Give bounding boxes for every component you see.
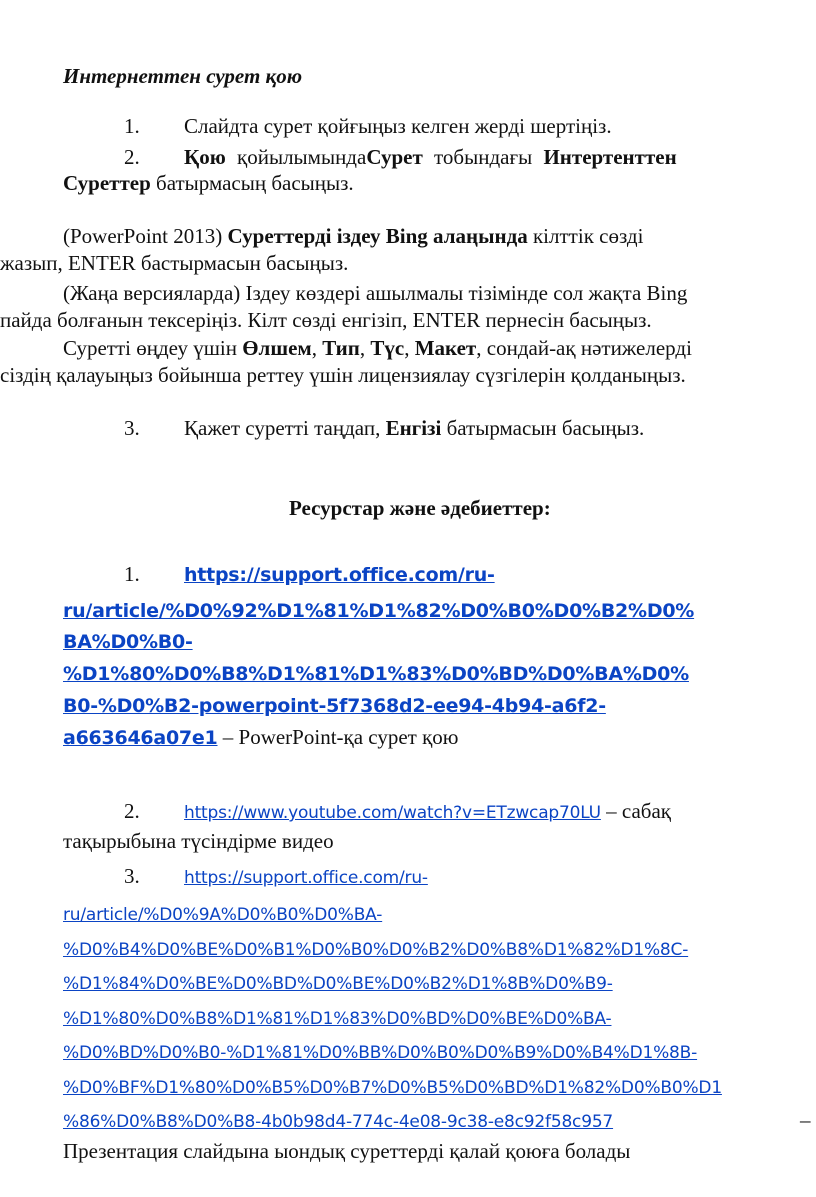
edit-line-2: сіздің қалауыңыз бойынша реттеу үшін лицензиялау сүзгілерін қолданыңыз. [0, 363, 686, 387]
resource-3-link-part-3[interactable]: %D1%84%D0%BE%D0%BD%D0%BE%D0%B2%D1%8B%D0%B9- [63, 974, 613, 994]
resource-1-line-3 [63, 659, 689, 688]
resource-3-link-part-5[interactable]: %D0%BD%D0%B0-%D1%81%D0%BB%D0%B0%D0%B9%D0%B4%D1%8B- [63, 1043, 698, 1063]
resource-3-link-part-0[interactable]: https://support.office.com/ru- [184, 868, 428, 888]
step-2-text-1: қойылымында [231, 145, 367, 169]
resource-3-link-part-2[interactable]: %D0%B4%D0%BE%D0%B1%D0%B0%D0%B2%D0%B8%D1%82%D1%8C- [63, 940, 689, 960]
step-2 [124, 143, 677, 171]
edit-comma-3: , [404, 336, 415, 360]
edit-comma-1: , [311, 336, 323, 360]
resource-2-description: – сабақ [600, 799, 672, 823]
resource-3-link-part-1[interactable]: ru/article/%D0%9A%D0%B0%D0%BA- [63, 905, 383, 925]
edit-bold-maket: Макет [414, 336, 477, 360]
resource-1-link-part-2[interactable]: BA%D0%B0- [63, 631, 193, 653]
resource-2-line-1: тақырыбына түсіндірме видео [63, 829, 334, 853]
step-2-bold-suret: Сурет [366, 145, 423, 169]
resource-1-link-part-4[interactable]: B0-%D0%B2-powerpoint-5f7368d2-ee94-4b94-a6f2- [63, 695, 606, 717]
resource-1-line-2 [63, 627, 193, 656]
resource-1-link-part-0[interactable]: https://support.office.com/ru- [184, 564, 495, 586]
resource-2-line-0 [124, 797, 671, 827]
step-1-text: Слайдта сурет қойғыңыз келген жерді шертіңіз. [184, 114, 612, 138]
resource-1-link-part-3[interactable]: %D1%80%D0%B8%D1%81%D1%83%D0%BD%D0%BA%D0% [63, 663, 689, 685]
resource-1-line-1 [63, 596, 694, 625]
pp2013-text-2: кілттік сөзді [527, 224, 644, 248]
step-2-line-2 [63, 169, 354, 197]
resource-3-link-part-6[interactable]: %D0%BF%D1%80%D0%B5%D0%B7%D0%B5%D0%BD%D1%82%D0%B0%D1 [63, 1078, 722, 1098]
resource-2-number: 2. [124, 799, 140, 823]
resource-3-line-5 [63, 1037, 697, 1067]
resources-heading: Ресурстар және әдебиеттер: [289, 496, 551, 520]
resource-1-link-part-5[interactable]: a663646a07e1 [63, 727, 218, 749]
page-title: Интернеттен сурет қою [63, 64, 303, 88]
resource-3-line-4 [63, 1003, 611, 1033]
edit-bold-olshem: Өлшем [242, 336, 312, 360]
newver-line-1: (Жаңа версияларда) Іздеу көздері ашылмалы тізімінде сол жақта Bing [63, 281, 688, 305]
resource-3-line-3 [63, 968, 613, 998]
step-2-text-3: батырмасың басыңыз. [150, 171, 354, 195]
step-2-text-2: тобындағы [428, 145, 538, 169]
resource-3-line-2 [63, 934, 688, 964]
pp2013-line-1 [63, 222, 643, 250]
step-2-bold-koyu: Қою [184, 145, 226, 169]
step-3-text-1: Қажет суретті таңдап, [184, 416, 386, 440]
step-1 [124, 112, 612, 140]
step-3 [124, 414, 644, 442]
resource-3-line-6 [63, 1072, 722, 1102]
step-3-bold: Енгізі [385, 416, 442, 440]
edit-text-1: Суретті өңдеу үшін [63, 336, 243, 360]
resource-3-dash: – [800, 1108, 811, 1132]
edit-comma-2: , [359, 336, 371, 360]
edit-bold-tip: Тип [322, 336, 360, 360]
resource-3-line-7 [63, 1106, 613, 1136]
resource-3-link-part-7[interactable]: %86%D0%B8%D0%B8-4b0b98d4-774c-4e08-9c38-e8c92f58c957 [63, 1112, 614, 1132]
resource-1-description: – PowerPoint-қа сурет қою [217, 725, 459, 749]
pp2013-text-1: (PowerPoint 2013) [63, 224, 228, 248]
step-2-bold-internet: Интертенттен [543, 145, 677, 169]
edit-bold-tus: Түс [370, 336, 405, 360]
resource-3-number: 3. [124, 864, 140, 888]
resource-3-line-1 [63, 899, 382, 929]
resource-3-description: Презентация слайдына ыондық суреттерді қалай қоюға болады [63, 1139, 631, 1163]
step-1-number: 1. [124, 114, 140, 138]
pp2013-line-2: жазып, ENTER бастырмасын басыңыз. [0, 251, 349, 275]
newver-line-2: пайда болғанын тексеріңіз. Кілт сөзді енгізіп, ENTER пернесін басыңыз. [0, 308, 652, 332]
resource-1-number: 1. [124, 562, 140, 586]
step-3-text-2: батырмасын басыңыз. [441, 416, 645, 440]
step-2-number: 2. [124, 145, 140, 169]
resource-1-line-5 [63, 723, 458, 752]
resource-1-link-part-1[interactable]: ru/article/%D0%92%D1%81%D1%82%D0%B0%D0%B2%D0% [63, 600, 695, 622]
resource-3-link-part-4[interactable]: %D1%80%D0%B8%D1%81%D1%83%D0%BD%D0%BE%D0%BA- [63, 1009, 612, 1029]
resource-2-link[interactable]: https://www.youtube.com/watch?v=ETzwcap70LU [184, 803, 601, 823]
edit-text-2: , сондай-ақ нәтижелерді [476, 336, 692, 360]
resource-1-line-0 [124, 560, 495, 589]
step-3-number: 3. [124, 416, 140, 440]
resource-3-line-0 [124, 862, 428, 892]
edit-line-1 [63, 334, 692, 362]
resource-1-line-4 [63, 691, 606, 720]
pp2013-bold: Суреттерді іздеу Bing алаңында [227, 224, 528, 248]
step-2-bold-suretter: Суреттер [63, 171, 151, 195]
